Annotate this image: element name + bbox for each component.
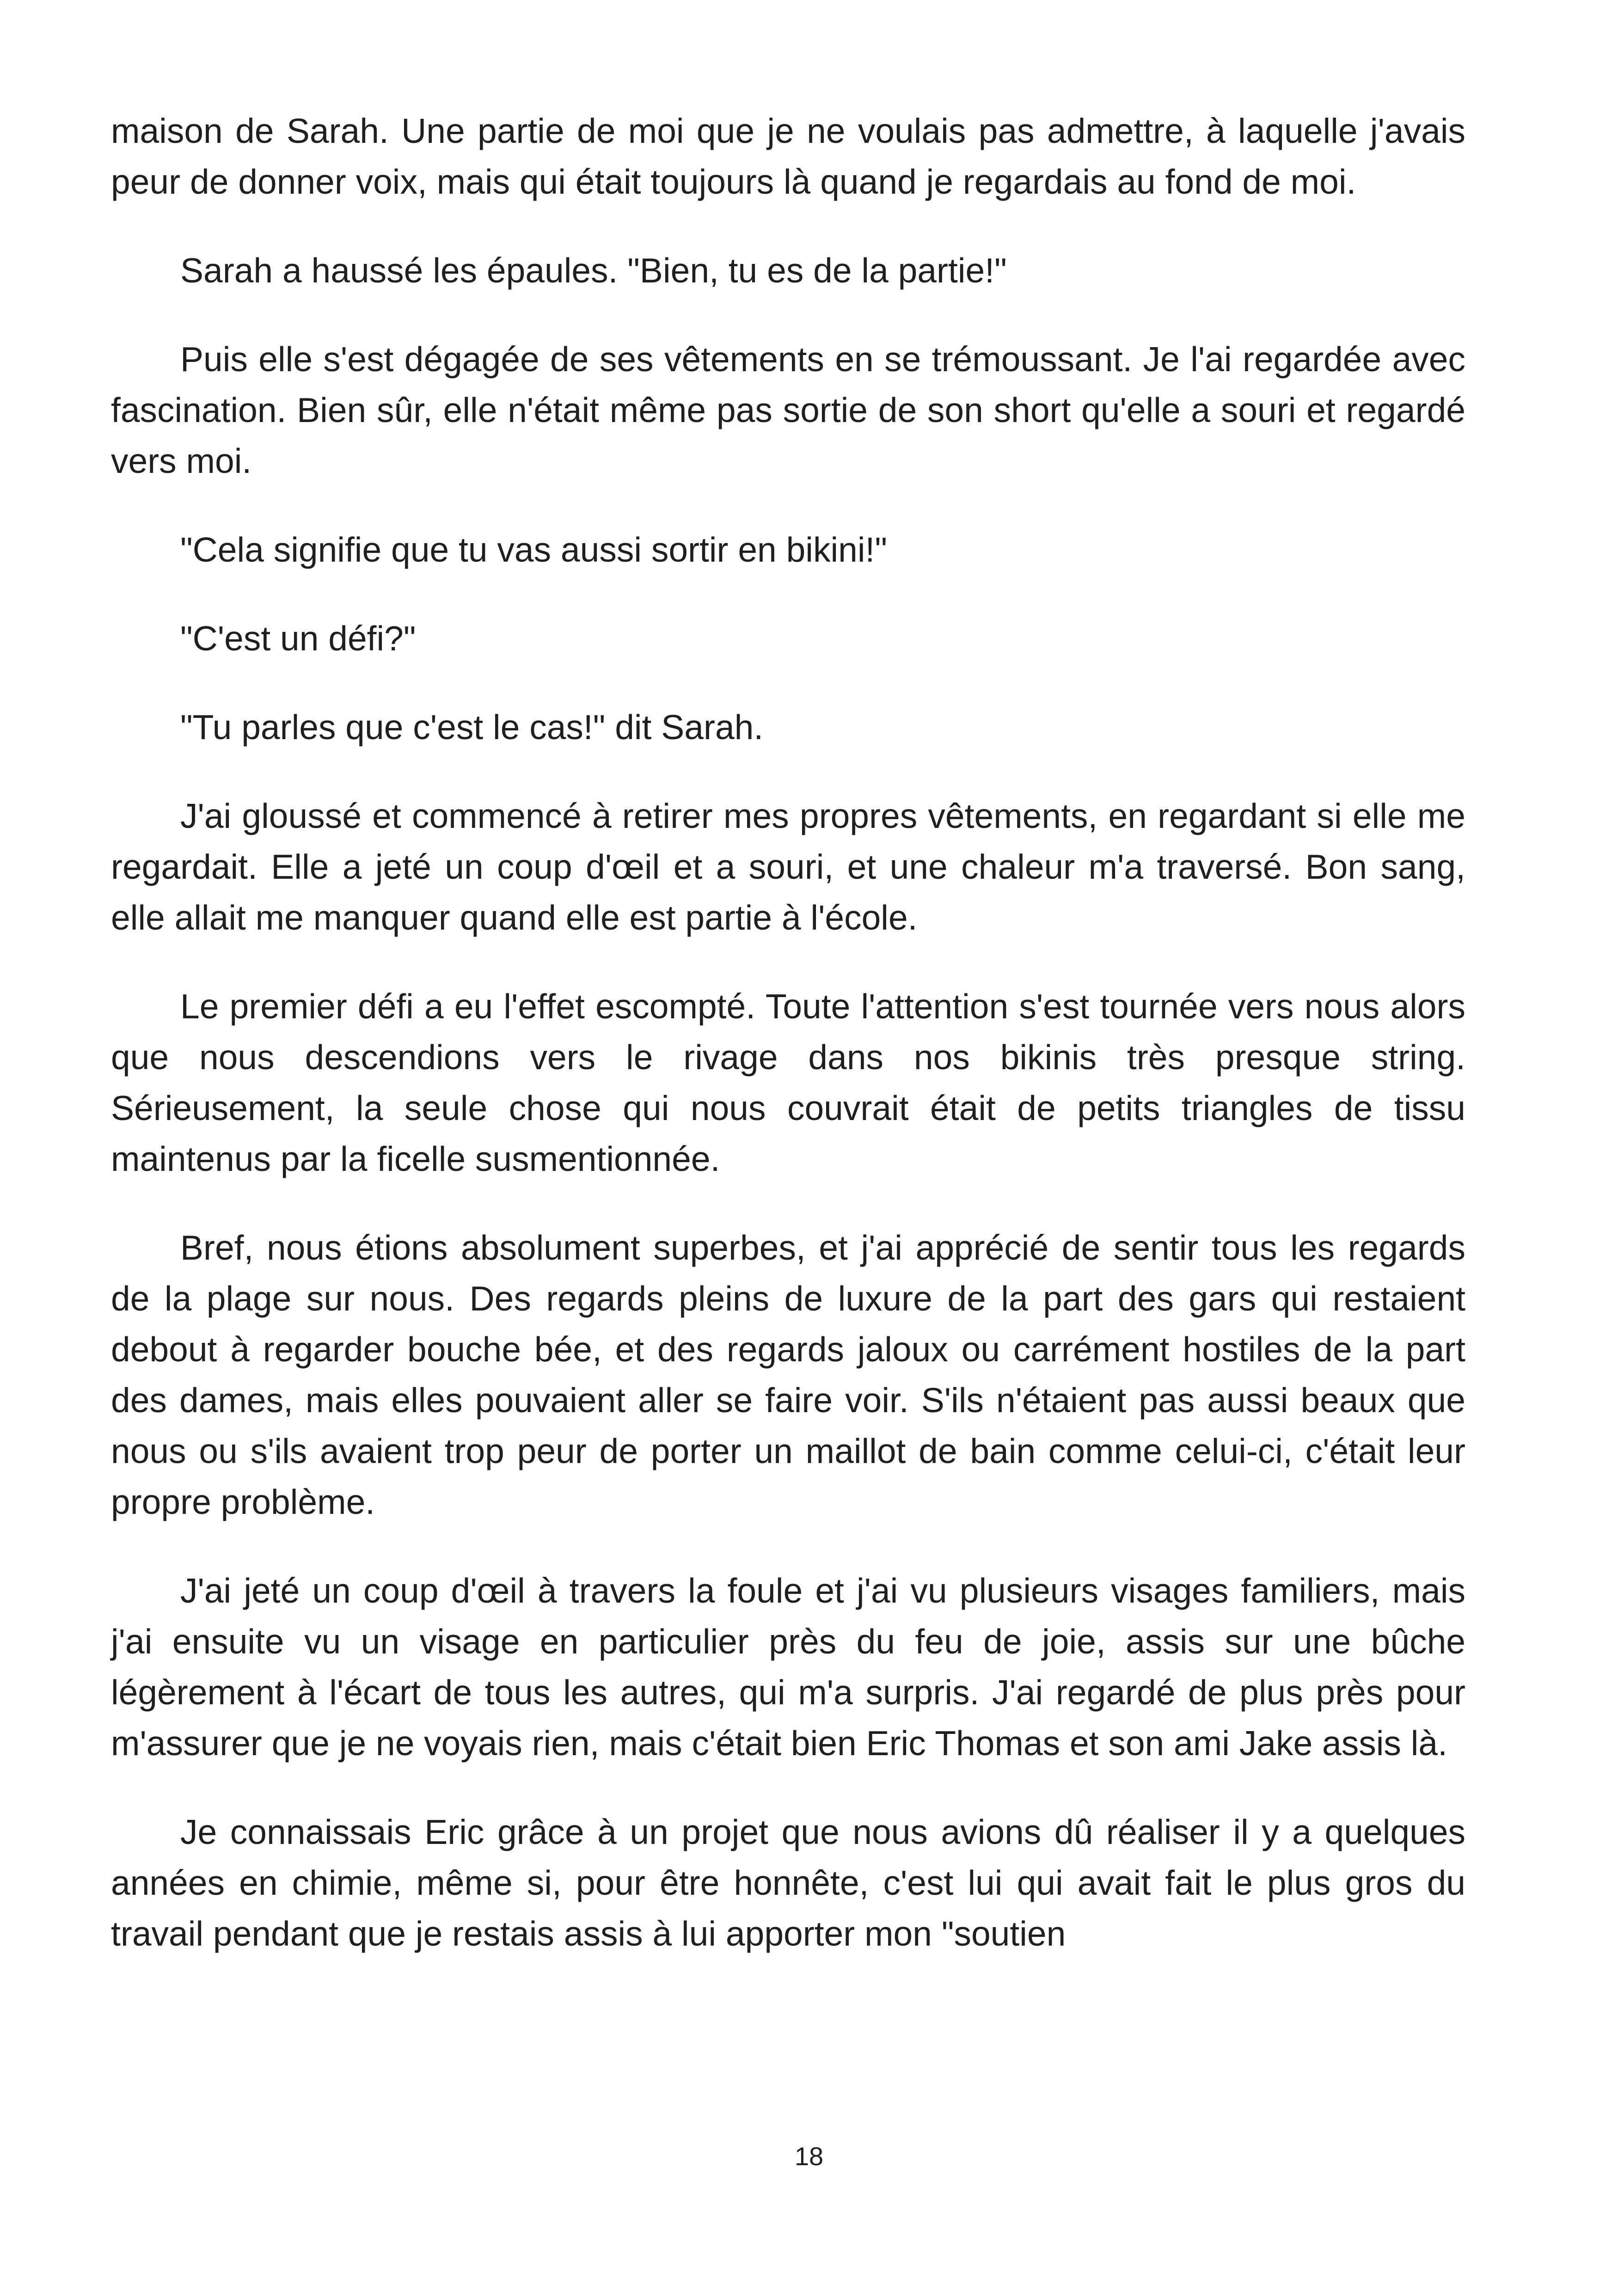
paragraph: "C'est un défi?" <box>180 619 416 658</box>
paragraph: "Cela signifie que tu vas aussi sortir en bikini!" <box>180 530 887 569</box>
page-body <box>111 105 1465 1997</box>
paragraph: Bref, nous étions absolument superbes, et j'ai apprécié de sentir tous les regards de la plage sur nous. Des regards pleins de luxure de la part des gars qui restaient debout à regarder bouche bée, et des regards jaloux ou carrément hostiles de la part des dames, mais elles pouvaient aller se faire voir. S'ils n'étaient pas aussi beaux que nous ou s'ils avaient trop peur de porter un maillot de bain comme celui-ci, c'était leur propre problème. <box>111 1228 1465 1521</box>
paragraph: Le premier défi a eu l'effet escompté. Toute l'attention s'est tournée vers nous alors que nous descendions vers le rivage dans nos bikinis très presque string. Sérieusement, la seule chose qui nous couvrait était de petits triangles de tissu maintenus par la ficelle susmentionnée. <box>111 987 1465 1178</box>
paragraph: J'ai jeté un coup d'œil à travers la foule et j'ai vu plusieurs visages familiers, mais j'ai ensuite vu un visage en particulier près du feu de joie, assis sur une bûche légèrement à l'écart de tous les autres, qui m'a surpris. J'ai regardé de plus près pour m'assurer que je ne voyais rien, mais c'était bien Eric Thomas et son ami Jake assis là. <box>111 1571 1465 1763</box>
paragraph: maison de Sarah. Une partie de moi que je ne voulais pas admettre, à laquelle j'avais peur de donner voix, mais qui était toujours là quand je regardais au fond de moi. <box>111 111 1465 201</box>
page-number: 18 <box>794 2142 824 2171</box>
paragraph: Puis elle s'est dégagée de ses vêtements en se trémoussant. Je l'ai regardée avec fascination. Bien sûr, elle n'était même pas sortie de son short qu'elle a souri et regardé vers moi. <box>111 340 1465 480</box>
paragraph: Je connaissais Eric grâce à un projet que nous avions dû réaliser il y a quelques années en chimie, même si, pour être honnête, c'est lui qui avait fait le plus gros du travail pendant que je restais assis à lui apporter mon "soutien <box>111 1812 1465 1953</box>
paragraph: J'ai gloussé et commencé à retirer mes propres vêtements, en regardant si elle me regardait. Elle a jeté un coup d'œil et a souri, et une chaleur m'a traversé. Bon sang, elle allait me manquer quand elle est partie à l'école. <box>111 796 1465 937</box>
paragraph: "Tu parles que c'est le cas!" dit Sarah. <box>180 708 764 747</box>
paragraph: Sarah a haussé les épaules. "Bien, tu es de la partie!" <box>180 251 1007 290</box>
